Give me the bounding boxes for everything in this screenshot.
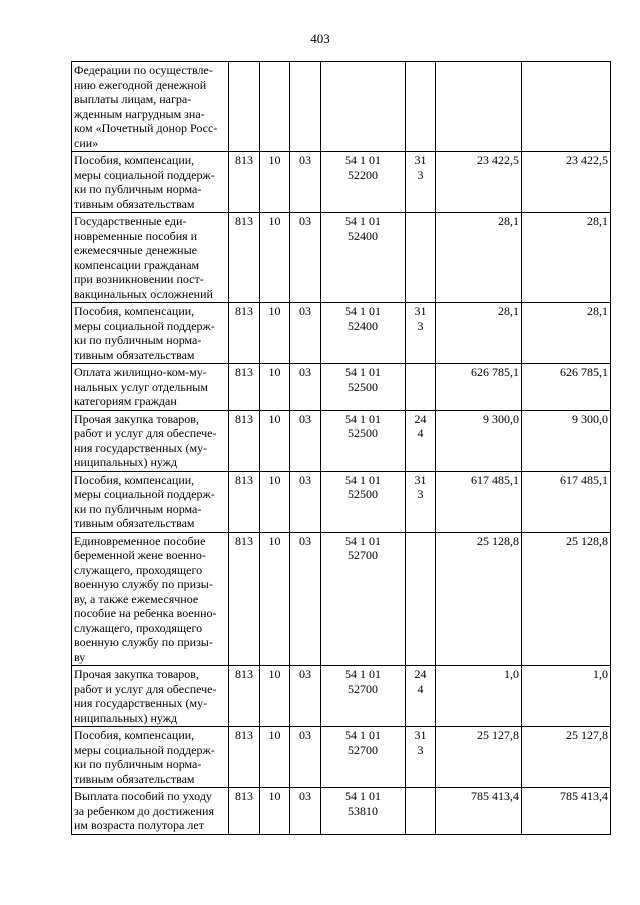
cell-pr [290, 62, 321, 152]
cell-csr-line: 54 1 01 [345, 533, 381, 548]
cell-sum-1: 23 422,5 [436, 152, 522, 213]
cell-name [72, 62, 229, 152]
cell-name [72, 213, 229, 303]
cell-sum-1: 9 300,0 [436, 410, 522, 471]
cell-sum-1: 28,1 [436, 213, 522, 303]
cell-name-line: нальных услуг отдельным [74, 379, 208, 394]
cell-vr-line: 3 [417, 487, 424, 501]
cell-name-line: Выплата пособий по уходу [74, 789, 212, 803]
cell-name-line: служащего, проходящего [74, 562, 203, 577]
cell-name-line: Прочая закупка товаров, [74, 667, 199, 681]
table-row [72, 666, 611, 727]
cell-pr: 03 [290, 471, 321, 532]
cell-ved: 813 [229, 152, 260, 213]
cell-vr [406, 532, 436, 666]
cell-vr-line: 4 [417, 681, 424, 696]
cell-ved: 813 [229, 532, 260, 666]
cell-name [72, 471, 229, 532]
table-row [72, 213, 611, 303]
cell-name-line: служащего, проходящего [74, 620, 203, 635]
cell-name [72, 727, 229, 788]
cell-rz: 10 [260, 152, 290, 213]
cell-name-line: меры социальной поддерж- [74, 318, 215, 333]
cell-sum-2: 785 413,4 [522, 788, 611, 835]
cell-name-line: вакцинальных осложнений [74, 286, 213, 301]
cell-vr-line: 24 [414, 411, 427, 426]
cell-rz: 10 [260, 666, 290, 727]
cell-pr: 03 [290, 364, 321, 411]
cell-rz: 10 [260, 410, 290, 471]
cell-vr-line: 31 [414, 304, 427, 318]
cell-name-line: тивным обязательствам [74, 516, 195, 530]
cell-name-line: работ и услуг для обеспече- [74, 426, 217, 440]
cell-sum-1: 25 127,8 [436, 727, 522, 788]
cell-name-line: Пособия, компенсации, [74, 472, 195, 487]
table-row [72, 788, 611, 835]
cell-csr-line: 54 1 01 [345, 214, 381, 228]
cell-name-line: за ребенком до достижения [74, 803, 214, 818]
cell-sum-2: 9 300,0 [522, 410, 611, 471]
cell-name-line: ву [74, 649, 86, 664]
cell-pr: 03 [290, 152, 321, 213]
cell-vr-line: 3 [417, 167, 424, 182]
cell-name-line: Пособия, компенсации, [74, 304, 195, 318]
cell-name-line: тивным обязательствам [74, 347, 195, 362]
cell-vr [406, 471, 436, 532]
cell-name-line: категориям граждан [74, 394, 177, 408]
cell-name [72, 532, 229, 666]
cell-pr: 03 [290, 303, 321, 364]
cell-csr-line: 52500 [348, 487, 378, 501]
cell-name-line: ки по публичным норма- [74, 333, 202, 347]
cell-name-line: военную службу по призы- [74, 635, 213, 649]
cell-pr: 03 [290, 788, 321, 835]
cell-csr-line: 54 1 01 [345, 472, 381, 487]
cell-vr-line: 3 [417, 318, 424, 333]
cell-vr-line: 31 [414, 472, 427, 487]
cell-csr [321, 727, 406, 788]
cell-ved: 813 [229, 303, 260, 364]
cell-vr [406, 213, 436, 303]
cell-name [72, 410, 229, 471]
cell-rz: 10 [260, 532, 290, 666]
cell-name [72, 364, 229, 411]
cell-name-line: тивным обязательствам [74, 771, 195, 786]
cell-name-line: ки по публичным норма- [74, 501, 202, 516]
cell-name-line: меры социальной поддерж- [74, 742, 215, 757]
cell-ved: 813 [229, 364, 260, 411]
cell-vr-line: 4 [417, 426, 424, 440]
table-row [72, 727, 611, 788]
cell-sum-1: 785 413,4 [436, 788, 522, 835]
cell-name-line: пособие на ребенка военно- [74, 606, 217, 620]
cell-name-line: беременной жене военно- [74, 548, 206, 562]
cell-name-line: тивным обязательствам [74, 196, 195, 211]
cell-name-line: жденным нагрудным зна- [74, 106, 205, 121]
cell-name-line: ки по публичным норма- [74, 182, 202, 196]
cell-name-line: ежемесячные денежные [74, 243, 197, 257]
cell-name-line: меры социальной поддерж- [74, 167, 215, 182]
cell-csr [321, 62, 406, 152]
cell-csr-line: 54 1 01 [345, 365, 381, 379]
cell-csr-line: 52400 [348, 228, 378, 243]
cell-sum-1: 617 485,1 [436, 471, 522, 532]
cell-vr-line: 31 [414, 153, 427, 167]
cell-name-line: ву, а также ежемесячное [74, 591, 199, 606]
cell-vr [406, 666, 436, 727]
cell-csr [321, 666, 406, 727]
table-row [72, 410, 611, 471]
cell-pr: 03 [290, 532, 321, 666]
cell-rz [260, 62, 290, 152]
cell-ved: 813 [229, 471, 260, 532]
cell-vr-line: 3 [417, 742, 424, 757]
cell-csr-line: 54 1 01 [345, 667, 381, 681]
cell-rz: 10 [260, 727, 290, 788]
cell-pr: 03 [290, 213, 321, 303]
budget-table [71, 61, 611, 835]
cell-name-line: Прочая закупка товаров, [74, 411, 199, 426]
cell-csr [321, 213, 406, 303]
table-row [72, 152, 611, 213]
cell-rz: 10 [260, 364, 290, 411]
cell-csr-line: 54 1 01 [345, 728, 381, 742]
cell-pr: 03 [290, 666, 321, 727]
cell-name-line: новременные пособия и [74, 228, 198, 243]
cell-vr [406, 727, 436, 788]
cell-vr-line: 31 [414, 728, 427, 742]
page-number: 403 [310, 31, 330, 46]
cell-ved: 813 [229, 666, 260, 727]
cell-name-line: Пособия, компенсации, [74, 728, 195, 742]
cell-name-line: ниципальных) нужд [74, 455, 178, 469]
table-row [72, 364, 611, 411]
cell-ved: 813 [229, 727, 260, 788]
cell-csr-line: 52700 [348, 681, 378, 696]
cell-name-line: ком «Почетный донор Росс- [74, 121, 218, 135]
cell-name-line: ния государственных (му- [74, 440, 208, 455]
cell-ved [229, 62, 260, 152]
cell-name-line: выплаты лицам, награ- [74, 92, 192, 106]
cell-name [72, 666, 229, 727]
cell-sum-2: 626 785,1 [522, 364, 611, 411]
cell-pr: 03 [290, 727, 321, 788]
cell-csr-line: 52500 [348, 426, 378, 440]
cell-vr [406, 788, 436, 835]
cell-rz: 10 [260, 213, 290, 303]
cell-csr-line: 52500 [348, 379, 378, 394]
cell-name-line: сии» [74, 135, 99, 150]
cell-name-line: компенсации гражданам [74, 257, 200, 272]
cell-csr-line: 54 1 01 [345, 789, 381, 803]
cell-csr-line: 52200 [348, 167, 378, 182]
table-row [72, 532, 611, 666]
cell-sum-1: 1,0 [436, 666, 522, 727]
cell-name-line: работ и услуг для обеспече- [74, 681, 217, 696]
cell-pr: 03 [290, 410, 321, 471]
cell-csr [321, 471, 406, 532]
cell-csr-line: 52700 [348, 742, 378, 757]
cell-ved: 813 [229, 410, 260, 471]
table-row [72, 303, 611, 364]
cell-name-line: Единовременное пособие [74, 533, 206, 548]
cell-vr [406, 303, 436, 364]
table-row [72, 62, 611, 152]
cell-csr-line: 53810 [348, 803, 378, 818]
cell-name-line: Оплата жилищно-ком-му- [74, 365, 207, 379]
cell-name-line: Федерации по осуществле- [74, 63, 213, 77]
cell-sum-2: 25 128,8 [522, 532, 611, 666]
cell-sum-2: 1,0 [522, 666, 611, 727]
cell-csr-line: 54 1 01 [345, 304, 381, 318]
cell-rz: 10 [260, 788, 290, 835]
cell-csr [321, 364, 406, 411]
cell-sum-2: 28,1 [522, 303, 611, 364]
cell-sum-1: 25 128,8 [436, 532, 522, 666]
cell-csr [321, 788, 406, 835]
cell-vr [406, 62, 436, 152]
cell-name-line: ния государственных (му- [74, 696, 208, 710]
cell-sum-2: 617 485,1 [522, 471, 611, 532]
cell-name-line: военную службу по призы- [74, 577, 213, 591]
cell-name-line: меры социальной поддерж- [74, 487, 215, 501]
cell-name-line: им возраста полутора лет [74, 818, 204, 832]
cell-sum-2 [522, 62, 611, 152]
cell-sum-2: 28,1 [522, 213, 611, 303]
cell-name-line: при возникновении пост- [74, 272, 204, 286]
cell-csr [321, 152, 406, 213]
cell-csr-line: 52400 [348, 318, 378, 333]
cell-csr [321, 410, 406, 471]
cell-name [72, 152, 229, 213]
cell-name-line: ниципальных) нужд [74, 710, 178, 725]
cell-csr-line: 54 1 01 [345, 411, 381, 426]
cell-sum-2: 25 127,8 [522, 727, 611, 788]
cell-vr [406, 410, 436, 471]
cell-rz: 10 [260, 471, 290, 532]
cell-sum-1 [436, 62, 522, 152]
cell-name-line: нию ежегодной денежной [74, 77, 207, 92]
cell-sum-1: 28,1 [436, 303, 522, 364]
cell-vr [406, 364, 436, 411]
cell-name-line: Государственные еди- [74, 214, 187, 228]
table-row [72, 471, 611, 532]
cell-name-line: Пособия, компенсации, [74, 153, 195, 167]
cell-vr-line: 24 [414, 667, 427, 681]
cell-name [72, 788, 229, 835]
cell-rz: 10 [260, 303, 290, 364]
cell-ved: 813 [229, 788, 260, 835]
cell-sum-1: 626 785,1 [436, 364, 522, 411]
cell-ved: 813 [229, 213, 260, 303]
cell-csr [321, 532, 406, 666]
cell-sum-2: 23 422,5 [522, 152, 611, 213]
cell-csr [321, 303, 406, 364]
cell-name [72, 303, 229, 364]
cell-csr-line: 54 1 01 [345, 153, 381, 167]
cell-csr-line: 52700 [348, 548, 378, 562]
cell-vr [406, 152, 436, 213]
cell-name-line: ки по публичным норма- [74, 757, 202, 771]
